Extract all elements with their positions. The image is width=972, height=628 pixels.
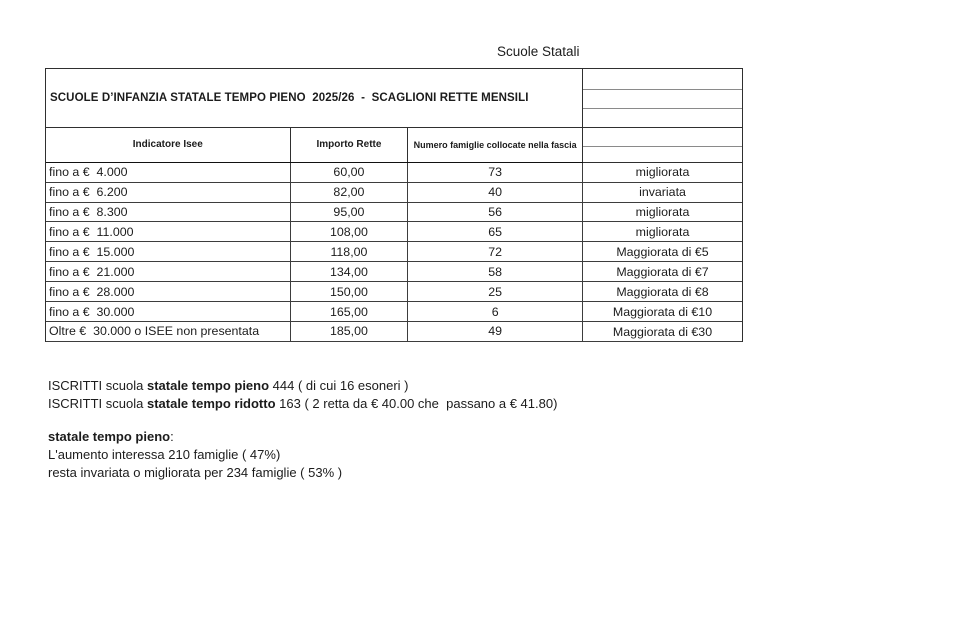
cell-isee: fino a € 4.000 [46,163,291,182]
cell-importo: 108,00 [291,222,409,241]
summary-notes [48,428,342,482]
table-row [46,242,583,262]
table-row [46,163,583,183]
enrollment-notes [48,377,557,413]
cell-variazione: Maggiorata di €30 [583,322,742,342]
cell-importo: 118,00 [291,242,409,261]
cell-isee: fino a € 8.300 [46,203,291,222]
table-header-row [46,128,583,163]
cell-famiglie: 56 [408,203,583,222]
cell-isee: fino a € 21.000 [46,262,291,281]
table-row [46,302,583,322]
cell-importo: 150,00 [291,282,409,301]
cell-variazione: Maggiorata di €8 [583,282,742,302]
cell-importo: 95,00 [291,203,409,222]
table-row [46,183,583,203]
table-row [46,222,583,242]
cell-importo: 185,00 [291,322,409,341]
cell-famiglie: 58 [408,262,583,281]
empty-cell [583,69,742,90]
cell-famiglie: 6 [408,302,583,321]
cell-importo: 82,00 [291,183,409,202]
empty-cell [583,109,742,128]
rette-table [45,68,743,342]
table-row [46,322,583,342]
column-header-importo-rette: Importo Rette [291,128,409,162]
column-header-indicatore-isee: Indicatore Isee [46,128,291,162]
summary-line-unchanged: resta invariata o migliorata per 234 famiglie ( 53% ) [48,465,343,480]
cell-importo: 165,00 [291,302,409,321]
cell-variazione: Maggiorata di €7 [583,262,742,282]
cell-famiglie: 25 [408,282,583,301]
cell-variazione: migliorata [583,163,742,183]
cell-isee: fino a € 30.000 [46,302,291,321]
cell-isee: Oltre € 30.000 o ISEE non presentata [46,322,291,341]
cell-variazione: Maggiorata di €10 [583,302,742,322]
cell-famiglie: 40 [408,183,583,202]
table-title-cell: SCUOLE D’INFANZIA STATALE TEMPO PIENO 2025/26 - SCAGLIONI RETTE MENSILI [46,69,583,128]
cell-importo: 60,00 [291,163,409,182]
cell-importo: 134,00 [291,262,409,281]
summary-line-increase: L'aumento interessa 210 famiglie ( 47%) [48,447,281,462]
table-row [46,282,583,302]
table-left-block [45,69,583,342]
cell-variazione: migliorata [583,222,742,242]
cell-isee: fino a € 28.000 [46,282,291,301]
table-row [46,203,583,223]
cell-isee: fino a € 6.200 [46,183,291,202]
cell-famiglie: 49 [408,322,583,341]
note-iscritti-ridotto: ISCRITTI scuola statale tempo ridotto 163 ( 2 retta da € 40.00 che passano a € 41.80) [48,396,558,411]
column-header-numero-famiglie: Numero famiglie collocate nella fascia [408,128,583,162]
cell-variazione: Maggiorata di €5 [583,242,742,262]
empty-cell [583,90,742,109]
cell-famiglie: 72 [408,242,583,261]
table-row [46,262,583,282]
cell-isee: fino a € 15.000 [46,242,291,261]
table-right-column [583,69,743,342]
cell-isee: fino a € 11.000 [46,222,291,241]
empty-cell [583,147,742,163]
summary-heading: statale tempo pieno: [48,429,174,444]
cell-variazione: invariata [583,183,742,203]
cell-famiglie: 73 [408,163,583,182]
page-title: Scuole Statali [497,44,580,59]
cell-variazione: migliorata [583,203,742,223]
cell-famiglie: 65 [408,222,583,241]
note-iscritti-pieno: ISCRITTI scuola statale tempo pieno 444 ( di cui 16 esoneri ) [48,378,409,393]
empty-cell [583,128,742,147]
